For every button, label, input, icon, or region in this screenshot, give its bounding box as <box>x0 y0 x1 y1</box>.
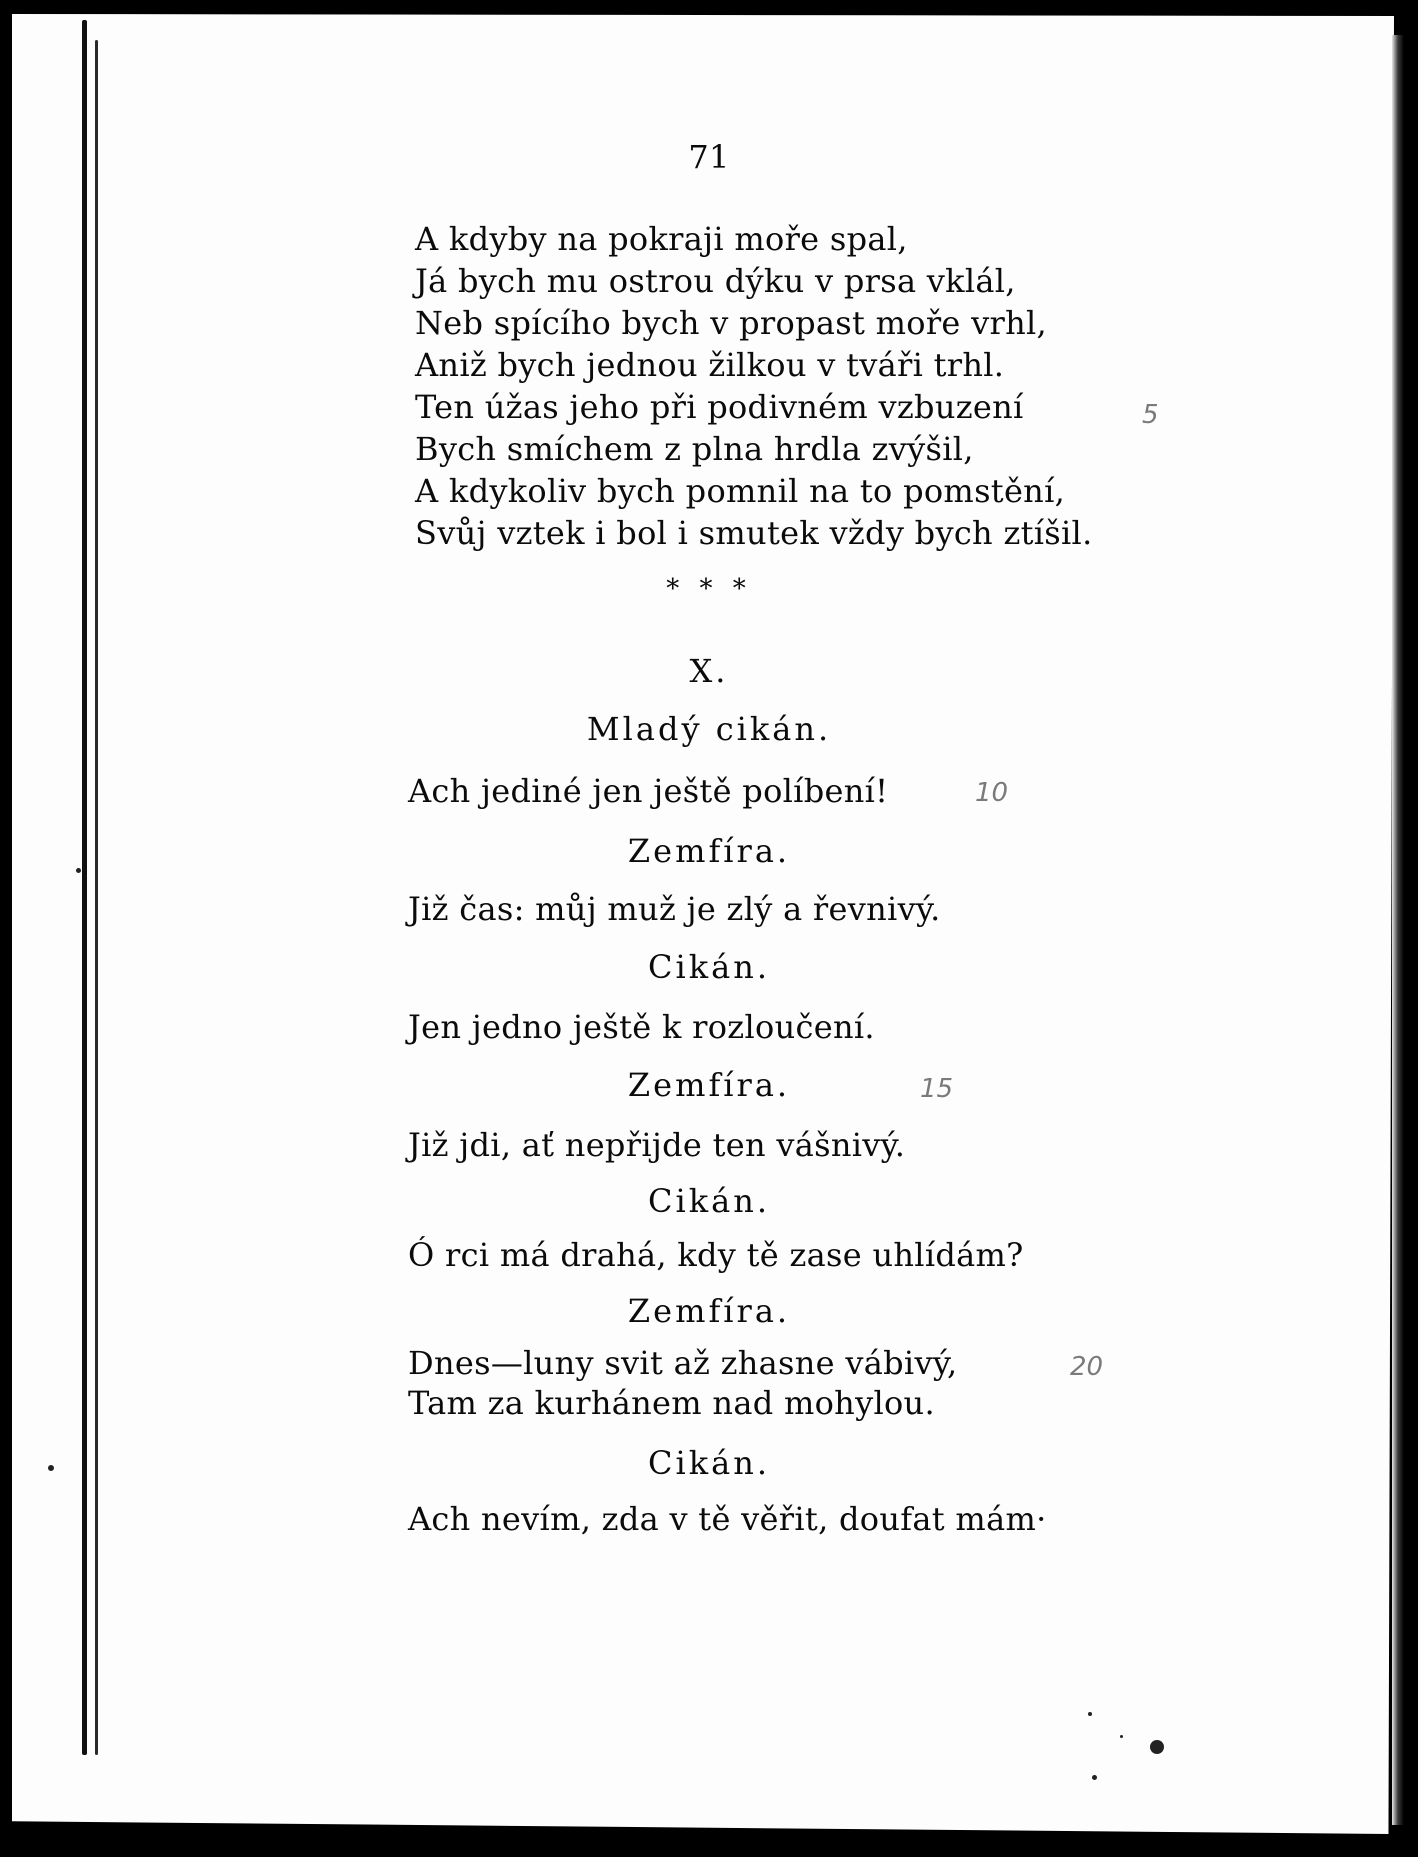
dialogue-line: Jen jedno ještě k rozloučení. <box>408 1008 875 1046</box>
dialogue-line: Již jdi, ať nepřijde ten vášnivý. <box>408 1126 906 1164</box>
gutter-binding-line <box>82 20 87 1755</box>
dialogue-line: Ach nevím, zda v tě věřit, doufat mám· <box>408 1500 1047 1538</box>
margin-line-number: 10 <box>975 778 1009 808</box>
verse-line: Ten úžas jeho při podivném vzbuzení <box>415 388 1024 426</box>
page-edge-shadow <box>1392 35 1404 1825</box>
ink-speck <box>1088 1712 1092 1716</box>
ink-speck <box>1150 1740 1164 1754</box>
speaker-name: Mladý cikán. <box>586 710 832 748</box>
verse-line: Aniž bych jednou žilkou v tváři trhl. <box>415 346 1005 384</box>
verse-line: Svůj vztek i bol i smutek vždy bych ztíšil. <box>415 514 1093 552</box>
dialogue-line: Ach jediné jen ještě políbení! <box>408 772 889 810</box>
page-number: 71 <box>688 138 730 176</box>
verse-line: A kdyby na pokraji moře spal, <box>415 220 908 258</box>
dialogue-line: Již čas: můj muž je zlý a řevnivý. <box>408 890 941 928</box>
ink-speck <box>1092 1775 1097 1780</box>
dialogue-line: Tam za kurhánem nad mohylou. <box>408 1384 935 1422</box>
gutter-binding-line <box>95 40 98 1755</box>
speaker-name: Zemfíra. <box>627 1066 791 1104</box>
verse-line: Já bych mu ostrou dýku v prsa vklál, <box>415 262 1016 300</box>
speaker-name: Zemfíra. <box>627 1292 791 1330</box>
speaker-name: Zemfíra. <box>627 832 791 870</box>
margin-line-number: 15 <box>920 1074 954 1104</box>
verse-line: A kdykoliv bych pomnil na to pomstění, <box>415 472 1066 510</box>
dialogue-line: Ó rci má drahá, kdy tě zase uhlídám? <box>408 1236 1024 1274</box>
margin-line-number: 20 <box>1070 1352 1104 1382</box>
verse-line: Bych smíchem z plna hrdla zvýšil, <box>415 430 974 468</box>
dialogue-line: Dnes—luny svit až zhasne vábivý, <box>408 1344 958 1382</box>
section-number: X. <box>689 652 729 690</box>
ink-speck <box>1120 1735 1123 1738</box>
speaker-name: Cikán. <box>648 1182 770 1220</box>
margin-line-number: 5 <box>1142 400 1159 430</box>
speaker-name: Cikán. <box>648 1444 770 1482</box>
verse-line: Neb spícího bych v propast moře vrhl, <box>415 304 1048 342</box>
speaker-name: Cikán. <box>648 948 770 986</box>
section-separator: * * * <box>666 574 752 604</box>
